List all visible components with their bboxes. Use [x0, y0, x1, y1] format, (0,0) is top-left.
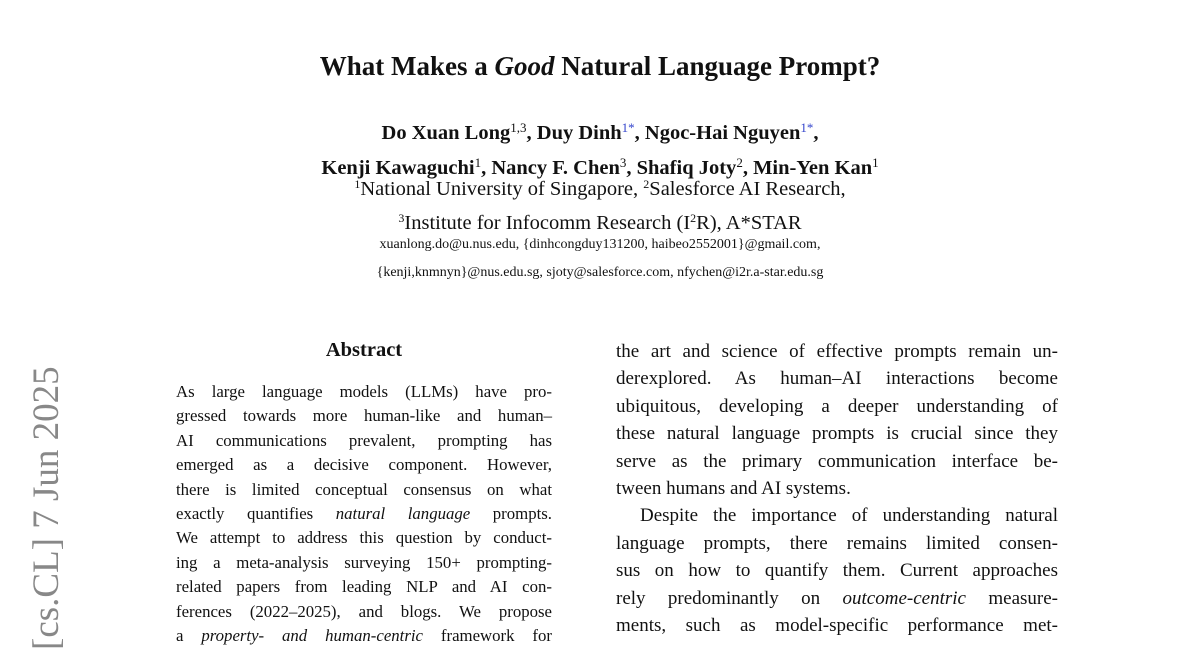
- abstract-line: ferences (2022–2025), and blogs. We propose: [176, 601, 552, 621]
- author-name: Min-Yen Kan: [753, 157, 873, 179]
- author-line-2: Kenji Kawaguchi$^1$, Nancy F. Chen$^3$, Shafiq Joty$^2$, Min-Yen Kan$^1$: [321, 155, 879, 179]
- abstract-line: ing a meta-analysis surveying 150+ prompting-: [176, 552, 552, 572]
- intro-line: derexplored. As human–AI interactions become: [616, 368, 1058, 390]
- author-sup: 1,3: [510, 120, 527, 135]
- abstract-line: a property- and human-centric framework for: [176, 626, 552, 646]
- abstract-italic: property- and human-centric: [201, 626, 423, 646]
- title-text: What Makes a: [319, 51, 495, 81]
- author-name: Do Xuan Long: [381, 122, 511, 144]
- intro-line: ubiquitous, developing a deeper understanding of: [616, 395, 1058, 417]
- abstract-line: there is limited conceptual consensus on what: [176, 479, 552, 499]
- author-line-1: Do Xuan Long$^{1,3}$, Duy Dinh$^{1*}$, Ngoc-Hai Nguyen$^{1*}$,: [381, 120, 819, 144]
- abstract-line: related papers from leading NLP and AI con-: [176, 577, 552, 597]
- intro-italic: outcome-centric: [842, 587, 966, 609]
- affiliations: [0, 170, 1200, 238]
- author-sup: 2: [736, 155, 743, 170]
- abstract-line: We attempt to address this question by conduct-: [176, 528, 552, 548]
- abstract-heading: Abstract: [325, 339, 403, 361]
- abstract-line: AI communications prevalent, prompting has: [176, 430, 552, 450]
- intro-line: language prompts, there remains limited consen-: [616, 532, 1058, 554]
- intro-line: the art and science of effective prompts remain un-: [616, 341, 1058, 362]
- abstract-line: gressed towards more human-like and human–: [176, 406, 552, 426]
- intro-line: tween humans and AI systems.: [616, 478, 851, 500]
- intro-line: serve as the primary communication interface be-: [616, 450, 1058, 472]
- intro-body: [616, 338, 1058, 639]
- title-text-end: Natural Language Prompt?: [554, 51, 881, 81]
- abstract-line: As large language models (LLMs) have pro-: [176, 382, 552, 401]
- email-list: [0, 231, 1200, 287]
- intro-line: rely predominantly on outcome-centric measure-: [616, 587, 1058, 609]
- abstract-line: emerged as a decisive component. However,: [176, 455, 552, 475]
- author-sup: 1: [474, 155, 482, 170]
- arxiv-stamp: [cs.CL] 7 Jun 2025: [26, 366, 67, 650]
- paper-title: [0, 50, 1200, 82]
- affiliation-line-1: $^1$National University of Singapore, $^2$Salesforce AI Research,: [354, 177, 846, 200]
- intro-line: ments, such as model-specific performance met-: [616, 615, 1058, 637]
- author-sup: 1: [872, 155, 879, 170]
- title-italic: Good: [494, 51, 555, 81]
- intro-line: sus on how to quantify them. Current approaches: [616, 560, 1058, 582]
- intro-line: these natural language prompts is crucial since they: [616, 423, 1058, 445]
- abstract-line: exactly quantifies natural language prompts.: [176, 504, 552, 524]
- author-name: Ngoc-Hai Nguyen: [644, 122, 801, 144]
- author-name: Nancy F. Chen: [491, 157, 620, 179]
- author-name: Duy Dinh: [536, 122, 622, 144]
- email-line-2: {kenji,knmnyn}@nus.edu.sg, sjoty@salesforce.com, nfychen@i2r.a-star.edu.sg: [376, 265, 824, 280]
- email-line-1: xuanlong.do@u.nus.edu, {dinhcongduy131200, haibeo2552001}@gmail.com,: [379, 237, 821, 252]
- author-sup: 3: [619, 155, 627, 170]
- intro-line: Despite the importance of understanding natural: [640, 505, 1058, 527]
- abstract-body: [176, 380, 552, 648]
- author-sup: 1*: [621, 120, 635, 135]
- author-sup: 1*: [800, 120, 814, 135]
- author-name: Kenji Kawaguchi: [321, 157, 475, 179]
- affiliation-line-2: $^3$Institute for Infocomm Research $(I^2R)$, A*STAR: [398, 211, 802, 234]
- author-name: Shafiq Joty: [636, 157, 737, 179]
- abstract-italic: natural language: [335, 504, 471, 524]
